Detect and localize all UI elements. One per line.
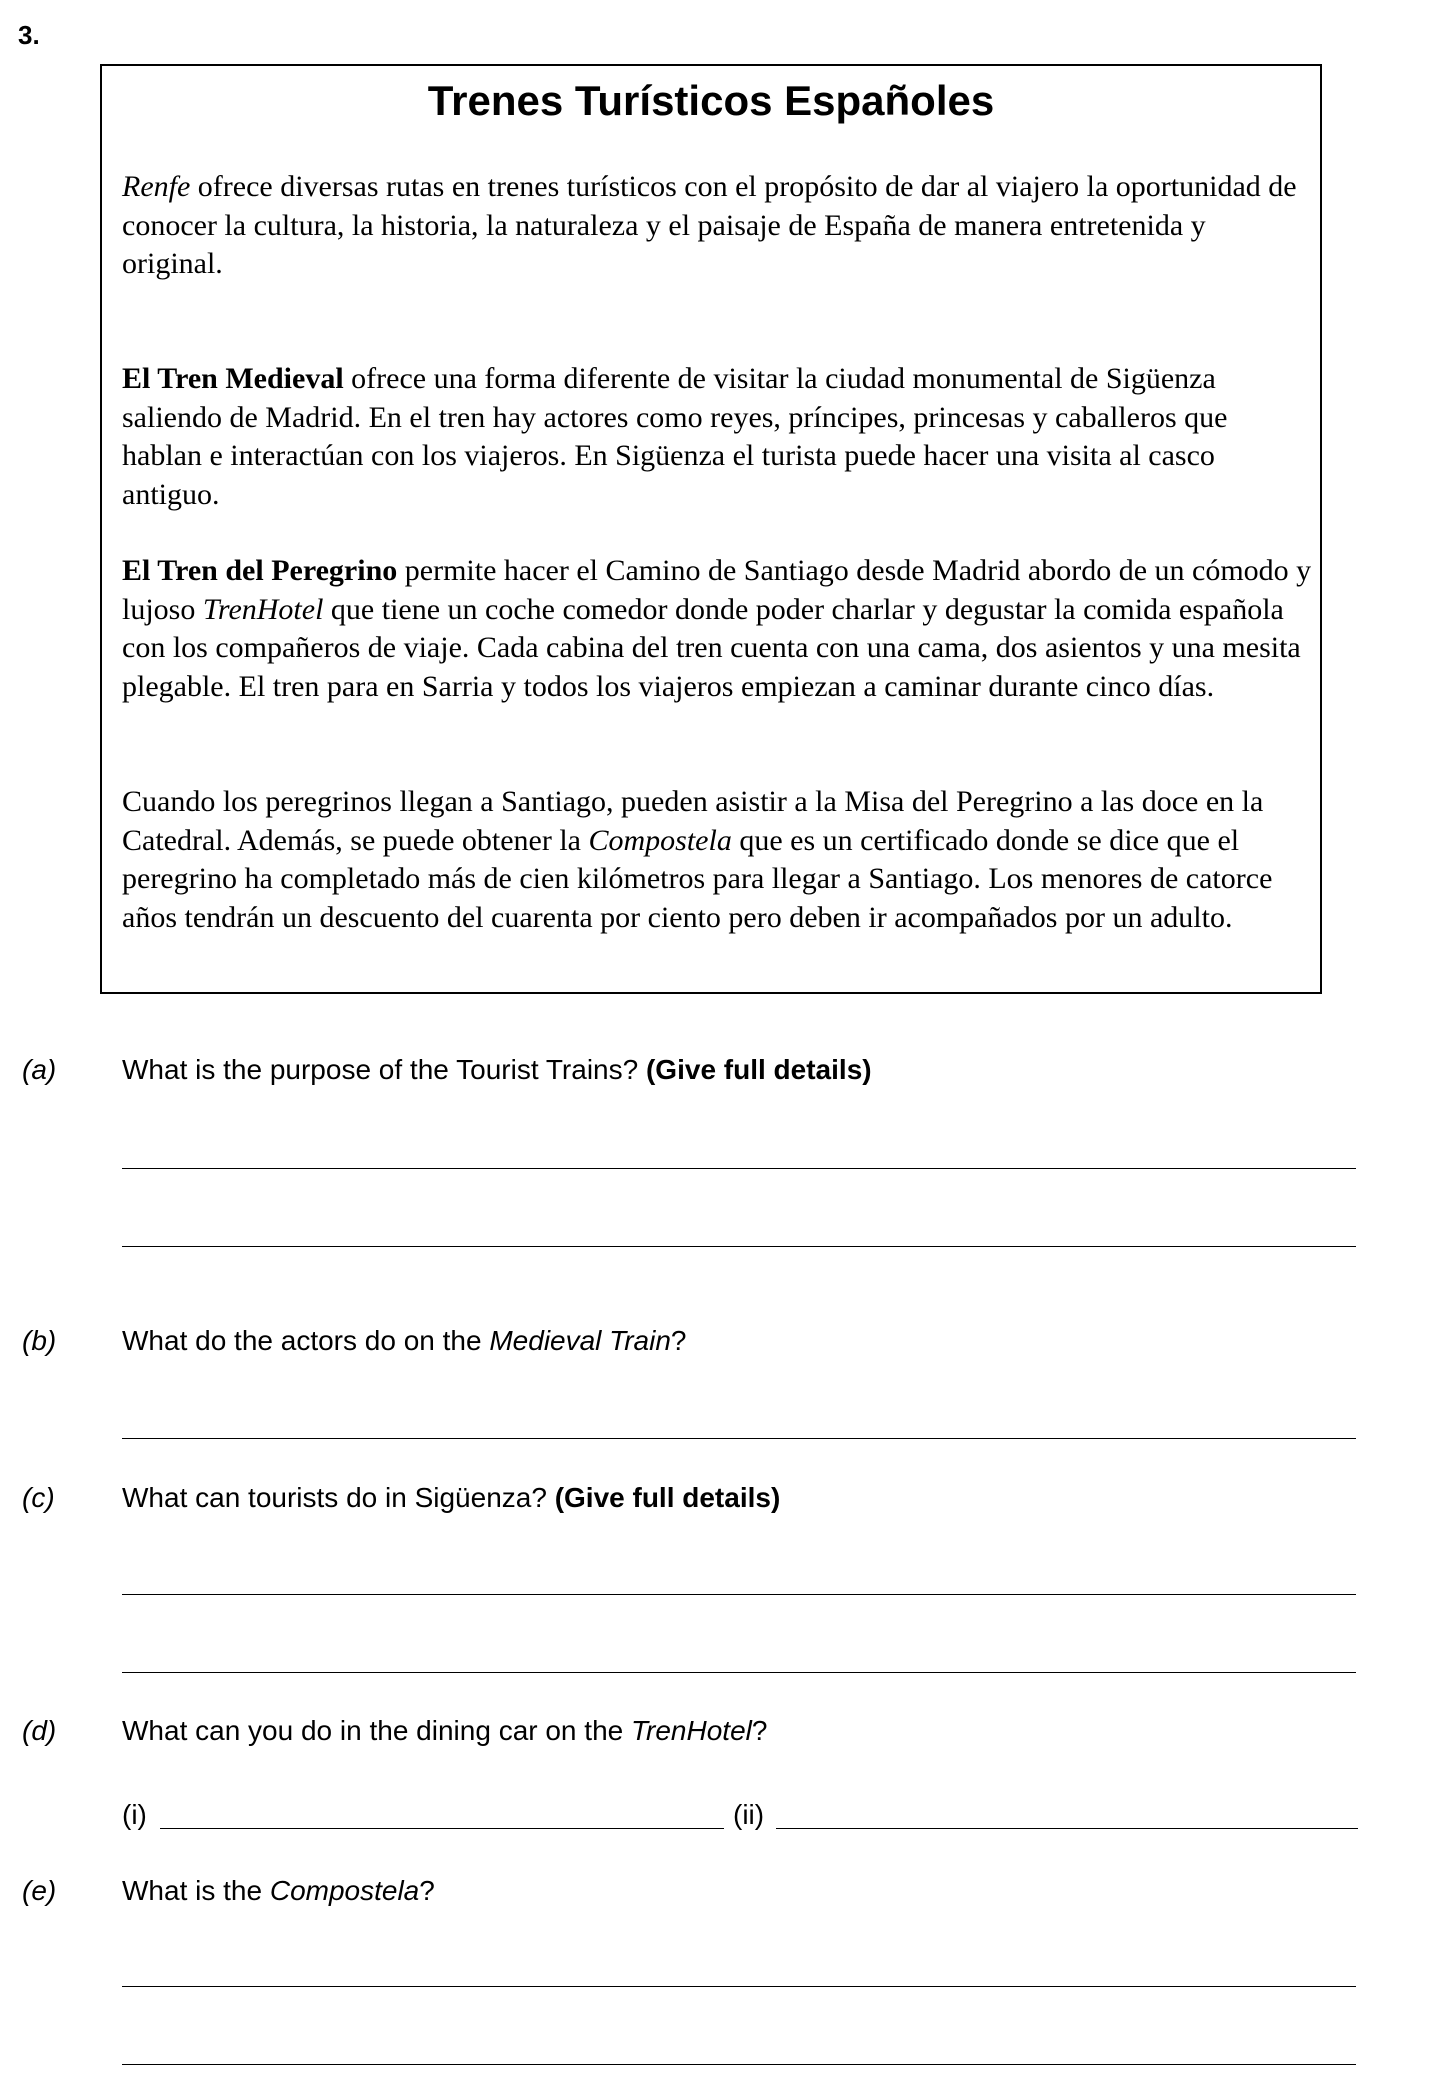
passage-paragraph-4 <box>122 783 1312 937</box>
question-c-prompt: What can tourists do in Sigüenza? <box>122 1482 555 1513</box>
answer-label-d-ii: (ii) <box>733 1799 765 1830</box>
question-a-prompt: What is the purpose of the Tourist Trains? <box>122 1054 646 1085</box>
answer-line-c1[interactable] <box>122 1594 1356 1595</box>
question-e-prompt-b: ? <box>419 1875 435 1906</box>
question-d-label: (d) <box>22 1715 57 1746</box>
question-c-instruction: (Give full details) <box>554 1482 781 1513</box>
answer-line-c2[interactable] <box>122 1672 1356 1673</box>
question-a-label: (a) <box>22 1054 57 1085</box>
passage-paragraph-1 <box>122 168 1312 284</box>
paragraph-2-text: ofrece una forma diferente de visitar la ciudad monumental de Sigüenza saliendo de Madrid. En el tren hay actores como reyes, príncipes, princesas y caballeros que hablan e interactúan con los viajeros. En Sigüenza el turista puede hacer una visita al casco antiguo. <box>122 362 1228 511</box>
question-number: 3. <box>18 20 40 50</box>
question-c-text <box>122 1482 780 1514</box>
pilgrim-train-heading: El Tren del Peregrino <box>122 554 398 587</box>
paragraph-3-text-b: que tiene un coche comedor donde poder charlar y degustar la comida española con los compañeros de viaje. Cada cabina del tren cuenta con una cama, dos asientos y una mesita plegable. El tren para en Sarria y todos los viajeros empiezan a caminar durante cinco días. <box>122 592 1301 703</box>
question-a-instruction: (Give full details) <box>645 1054 872 1085</box>
question-e-text <box>122 1875 435 1907</box>
answer-line-b1[interactable] <box>122 1438 1356 1439</box>
question-e-label: (e) <box>22 1875 57 1906</box>
passage-paragraph-3 <box>122 552 1312 706</box>
compostela-name: Compostela <box>588 823 732 857</box>
renfe-name: Renfe <box>122 170 191 203</box>
question-b-italic: Medieval Train <box>489 1325 671 1356</box>
question-b-text <box>122 1325 686 1357</box>
paragraph-1-text: ofrece diversas rutas en trenes turísticos con el propósito de dar al viajero la oportunidad de conocer la cultura, la historia, la naturaleza y el paisaje de España de manera entretenida y original. <box>122 170 1297 280</box>
answer-line-a2[interactable] <box>122 1246 1356 1247</box>
question-c-label: (c) <box>22 1482 55 1513</box>
passage-paragraph-2 <box>122 360 1312 514</box>
answer-line-e1[interactable] <box>122 1986 1356 1987</box>
question-a-text <box>122 1054 872 1086</box>
question-d-italic: TrenHotel <box>631 1715 752 1746</box>
answer-line-d-i[interactable] <box>160 1828 724 1829</box>
passage-title: Trenes Turísticos Españoles <box>427 77 995 124</box>
answer-line-d-ii[interactable] <box>776 1828 1358 1829</box>
paragraph-3-text-a: permite hacer el Camino de Santiago desde Madrid abordo de un cómodo y lujoso <box>122 554 1312 626</box>
paragraph-4-text-b: que es un certificado donde se dice que el peregrino ha completado más de cien kilómetros para llegar a Santiago. Los menores de catorce años tendrán un descuento del cuarenta por ciento pero deben ir acompañados por un adulto. <box>122 823 1273 934</box>
paragraph-4-text-a: Cuando los peregrinos llegan a Santiago, pueden asistir a la Misa del Peregrino a las doce en la Catedral. Además, se puede obtener la <box>122 785 1264 857</box>
reading-passage-box <box>100 64 1322 994</box>
answer-line-e2[interactable] <box>122 2064 1356 2065</box>
question-b-prompt-b: ? <box>670 1325 687 1356</box>
answer-line-a1[interactable] <box>122 1168 1356 1169</box>
question-d-prompt-a: What can you do in the dining car on the <box>122 1715 631 1746</box>
question-e-italic: Compostela <box>269 1875 420 1906</box>
question-b-prompt-a: What do the actors do on the <box>122 1325 490 1356</box>
trenhotel-name: TrenHotel <box>202 592 324 626</box>
question-d-prompt-b: ? <box>751 1715 768 1746</box>
question-b-label: (b) <box>22 1325 57 1356</box>
medieval-train-heading: El Tren Medieval <box>122 362 344 395</box>
question-d-text <box>122 1715 767 1747</box>
question-e-prompt-a: What is the <box>122 1875 270 1906</box>
answer-label-d-i: (i) <box>122 1799 147 1830</box>
